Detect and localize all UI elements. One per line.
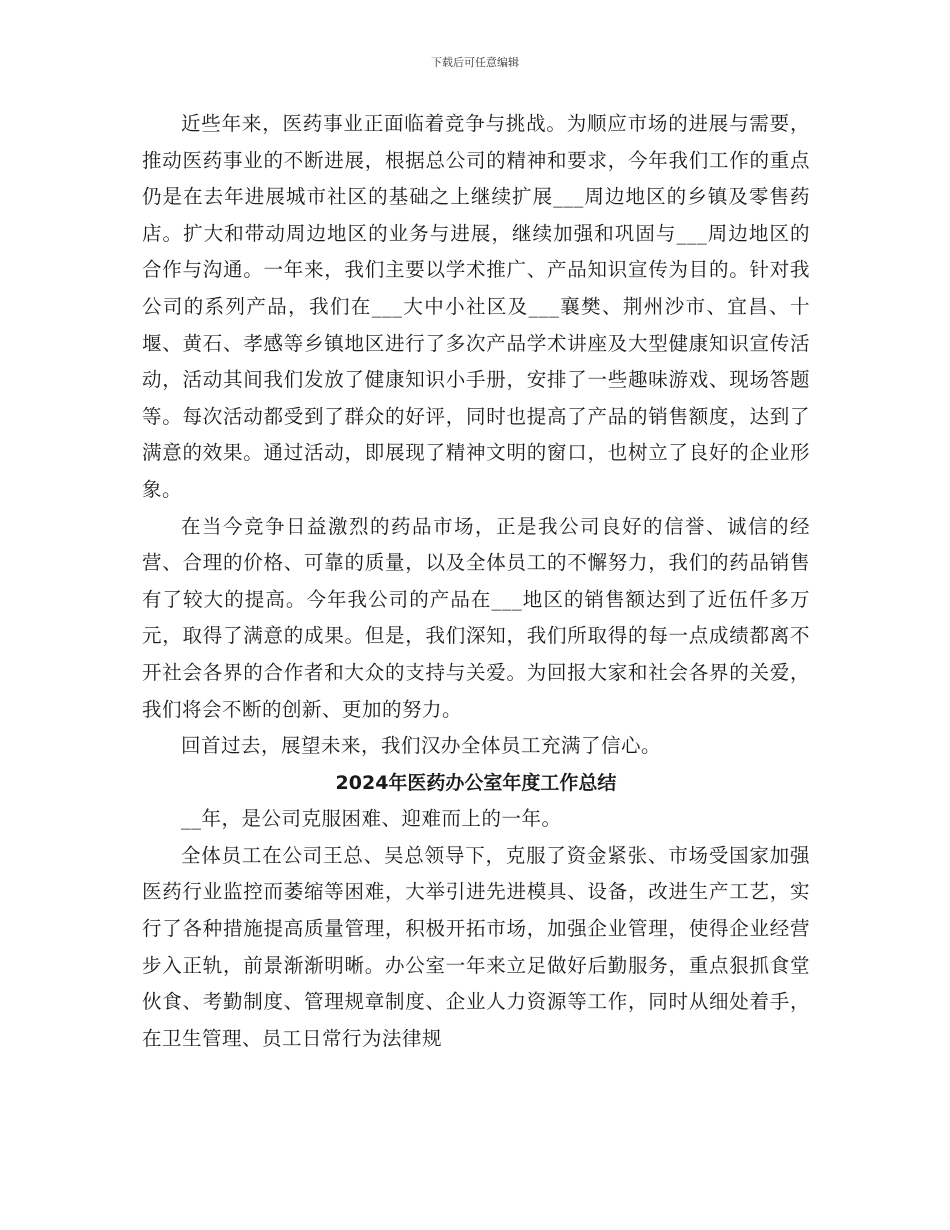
- paragraph-outlook: 回首过去，展望未来，我们汉办全体员工充满了信心。: [181, 734, 662, 758]
- document-body: [142, 106, 810, 1057]
- paragraph-year: __年，是公司克服困难、迎难而上的一年。: [181, 807, 562, 831]
- paragraph-staff: 全体员工在公司王总、吴总领导下，克服了资金紧张、市场受国家加强医药行业监控而萎缩等困难，大举引进先进模具、设备，改进生产工艺，实行了各种措施提高质量管理，积极开拓市场，加强企业管理，使得企业经营步入正轨，前景渐渐明晰。办公室一年来立足做好后勤服务，重点狠抓食堂伙食、考勤制度、管理规章制度、企业人力资源等工作，同时从细处着手，在卫生管理、员工日常行为法律规: [142, 843, 810, 1050]
- page-header-note: 下载后可任意编辑: [431, 56, 519, 69]
- section-title: 2024年医药办公室年度工作总结: [335, 771, 617, 794]
- paragraph-sales: 在当今竞争日益激烈的药品市场，正是我公司良好的信誉、诚信的经营、合理的价格、可靠的质量，以及全体员工的不懈努力，我们的药品销售有了较大的提高。今年我公司的产品在___地区的销售额达到了近伍仟多万元，取得了满意的成果。但是，我们深知，我们所取得的每一点成绩都离不开社会各界的合作者和大众的支持与关爱。为回报大家和社会各界的关爱，我们将会不断的创新、更加的努力。: [142, 514, 810, 721]
- paragraph-intro: 近些年来，医药事业正面临着竞争与挑战。为顺应市场的进展与需要，推动医药事业的不断进展，根据总公司的精神和要求，今年我们工作的重点仍是在去年进展城市社区的基础之上继续扩展___周边地区的乡镇及零售药店。扩大和带动周边地区的业务与进展，继续加强和巩固与___周边地区的合作与沟通。一年来，我们主要以学术推广、产品知识宣传为目的。针对我公司的系列产品，我们在___大中小社区及___襄樊、荆州沙市、宜昌、十堰、黄石、孝感等乡镇地区进行了多次产品学术讲座及大型健康知识宣传活动，活动其间我们发放了健康知识小手册，安排了一些趣味游戏、现场答题等。每次活动都受到了群众的好评，同时也提高了产品的销售额度，达到了满意的效果。通过活动，即展现了精神文明的窗口，也树立了良好的企业形象。: [142, 112, 810, 501]
